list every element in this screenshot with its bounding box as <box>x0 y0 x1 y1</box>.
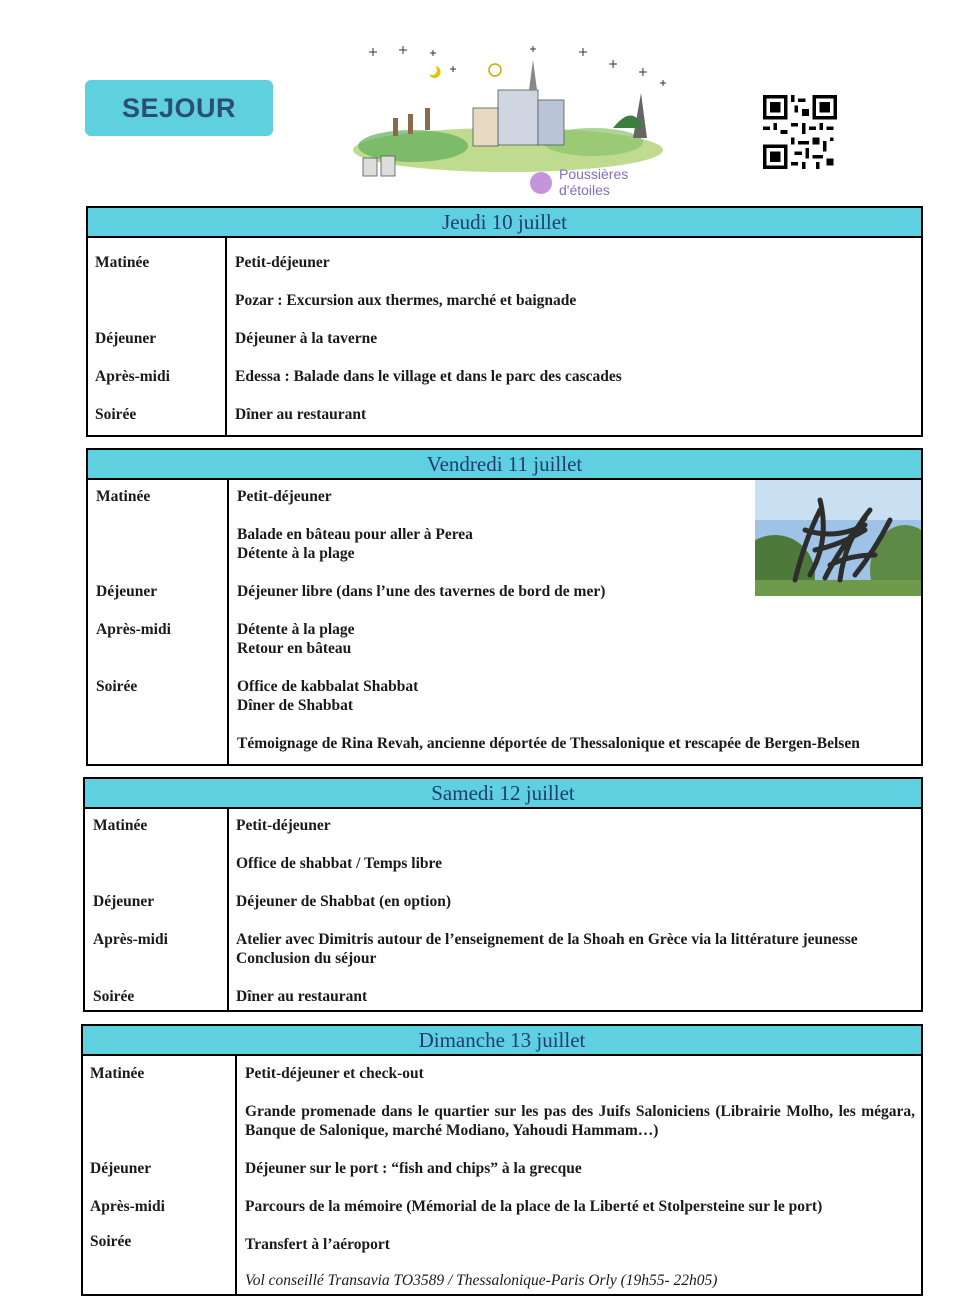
activity: Déjeuner à la taverne <box>235 330 378 347</box>
label-dejeuner: Déjeuner <box>93 893 155 910</box>
flight-note: Vol conseillé Transavia TO3589 / Thessalonique-Paris Orly (19h55- 22h05) <box>245 1272 718 1289</box>
poussieres-detoiles-logo <box>333 38 683 203</box>
sejour-badge <box>85 80 273 136</box>
activity: Dîner au restaurant <box>236 988 368 1005</box>
activity: Parcours de la mémoire (Mémorial de la place de la Liberté et Stolpersteine sur le port) <box>245 1198 823 1215</box>
day-block-jeudi <box>86 206 923 437</box>
activity-column <box>227 238 921 437</box>
label-soiree: Soirée <box>90 1233 132 1250</box>
activity: Détente à la plage <box>237 621 355 638</box>
label-soiree: Soirée <box>95 406 137 423</box>
activity: Déjeuner de Shabbat (en option) <box>236 893 452 910</box>
time-column <box>83 1056 237 1296</box>
activity: Transfert à l’aéroport <box>245 1236 390 1253</box>
label-dejeuner: Déjeuner <box>90 1160 152 1177</box>
activity: Retour en bâteau <box>237 640 352 657</box>
activity: Déjeuner sur le port : “fish and chips” à la grecque <box>245 1160 582 1177</box>
day-block-dimanche <box>81 1024 923 1296</box>
label-apres-midi: Après-midi <box>93 931 168 948</box>
time-column <box>85 809 229 1012</box>
activity-column <box>237 1056 921 1296</box>
day-title: Dimanche 13 juillet <box>83 1026 921 1056</box>
activity: Petit-déjeuner <box>235 254 330 271</box>
activity-column <box>229 809 921 1012</box>
day-title: Vendredi 11 juillet <box>88 450 921 480</box>
qr-code-icon[interactable] <box>763 95 837 169</box>
time-column <box>88 238 227 437</box>
label-apres-midi: Après-midi <box>95 368 170 385</box>
day-block-samedi <box>83 777 923 1012</box>
label-matinee: Matinée <box>90 1065 145 1082</box>
logo-text-line1: Poussières <box>559 166 629 182</box>
day-block-vendredi <box>86 448 923 766</box>
label-soiree: Soirée <box>96 678 138 695</box>
activity: Grande promenade dans le quartier sur les pas des Juifs Saloniciens (Librairie Molho, les mégara, Banque de Salonique, marché Modiano, Yahoudi Hammam…) <box>245 1103 915 1139</box>
activity: Dîner de Shabbat <box>237 697 353 714</box>
activity: Conclusion du séjour <box>236 950 377 967</box>
label-matinee: Matinée <box>96 488 151 505</box>
label-matinee: Matinée <box>93 817 148 834</box>
activity: Témoignage de Rina Revah, ancienne déportée de Thessalonique et rescapée de Bergen-Belsen <box>237 735 860 752</box>
label-matinee: Matinée <box>95 254 150 271</box>
memorial-sculpture-photo <box>755 480 921 596</box>
activity-column <box>229 480 921 766</box>
activity: Edessa : Balade dans le village et dans le parc des cascades <box>235 368 622 385</box>
activity: Petit-déjeuner <box>237 488 332 505</box>
activity: Dîner au restaurant <box>235 406 367 423</box>
sejour-label: SEJOUR <box>121 92 237 123</box>
logo-text-line2: d'étoiles <box>559 182 610 198</box>
day-title: Samedi 12 juillet <box>85 779 921 809</box>
label-dejeuner: Déjeuner <box>96 583 158 600</box>
label-apres-midi: Après-midi <box>96 621 171 638</box>
time-column <box>88 480 229 766</box>
activity: Office de kabbalat Shabbat <box>237 678 419 695</box>
day-title: Jeudi 10 juillet <box>88 208 921 238</box>
activity: Déjeuner libre (dans l’une des tavernes de bord de mer) <box>237 583 606 600</box>
activity: Détente à la plage <box>237 545 355 562</box>
activity: Balade en bâteau pour aller à Perea <box>237 526 473 543</box>
activity: Pozar : Excursion aux thermes, marché et baignade <box>235 292 577 309</box>
label-apres-midi: Après-midi <box>90 1198 165 1215</box>
activity: Office de shabbat / Temps libre <box>236 855 442 872</box>
activity: Petit-déjeuner <box>236 817 331 834</box>
activity: Petit-déjeuner et check-out <box>245 1065 424 1082</box>
label-soiree: Soirée <box>93 988 135 1005</box>
label-dejeuner: Déjeuner <box>95 330 157 347</box>
activity: Atelier avec Dimitris autour de l’enseignement de la Shoah en Grèce via la littérature jeunesse <box>236 931 858 948</box>
